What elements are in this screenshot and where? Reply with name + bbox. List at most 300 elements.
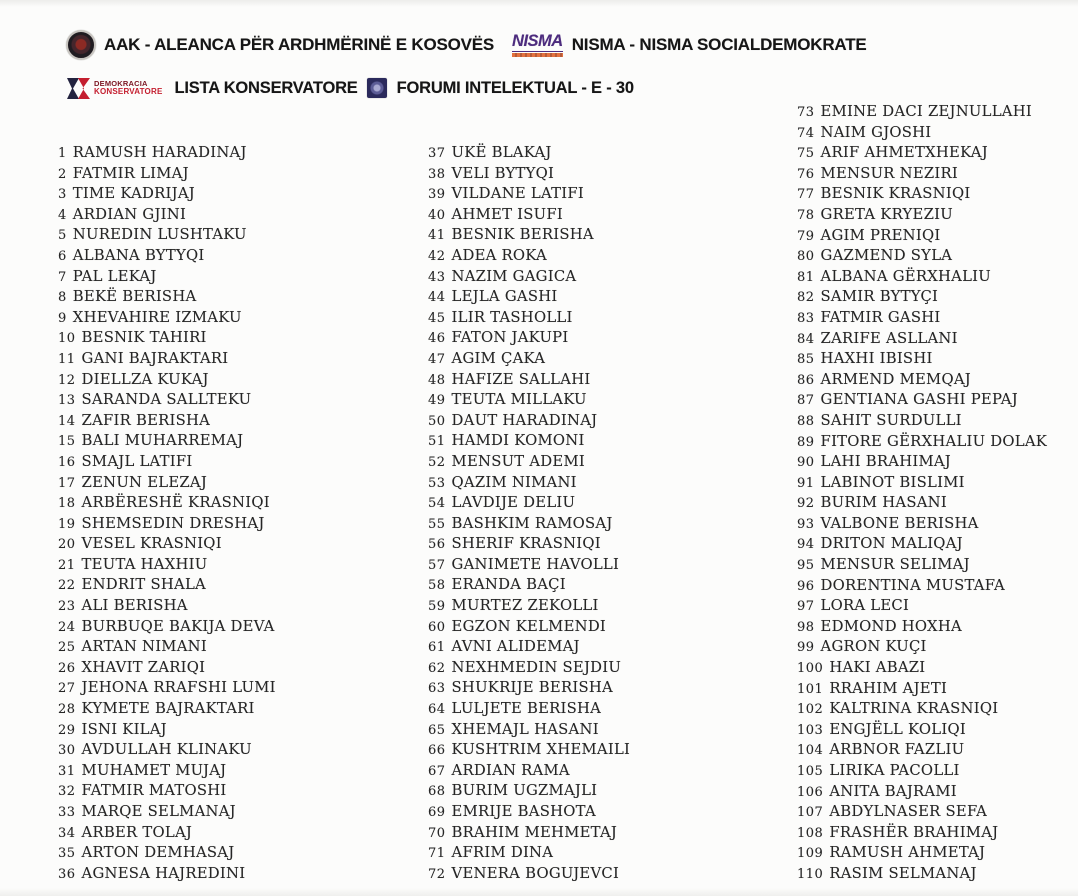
candidate-name: GENTIANA GASHI PEPAJ (820, 391, 1018, 409)
candidate-name: MUHAMET MUJAJ (81, 761, 227, 779)
candidate-number: 73 (797, 105, 815, 120)
candidate-number: 10 (58, 331, 76, 347)
candidate-name: XHAVIT ZARIQI (81, 658, 206, 676)
candidate-number: 87 (797, 393, 815, 409)
list-item (797, 576, 1047, 597)
candidate-number: 37 (428, 146, 446, 161)
list-item (797, 658, 1047, 679)
list-item (797, 452, 1047, 473)
candidate-number: 51 (428, 434, 446, 450)
candidate-number: 102 (797, 702, 824, 718)
candidate-name: ARMEND MEMQAJ (820, 370, 971, 388)
candidate-name: LIRIKA PACOLLI (829, 762, 960, 779)
candidate-number: 74 (797, 125, 815, 141)
candidate-number: 47 (428, 351, 446, 367)
candidate-number: 9 (58, 310, 67, 326)
candidate-number: 82 (797, 290, 815, 306)
header-line-2 (66, 74, 634, 102)
candidate-name: BALI MUHARREMAJ (81, 432, 244, 450)
candidate-name: FRASHËR BRAHIMAJ (829, 823, 999, 841)
candidate-name: XHEMAJL HASANI (451, 720, 599, 738)
list-item (428, 493, 630, 514)
list-item (797, 411, 1047, 432)
list-item (797, 493, 1047, 514)
candidate-number: 54 (428, 496, 446, 512)
list-item (58, 411, 276, 432)
candidate-number: 107 (797, 805, 824, 821)
list-item (58, 287, 276, 308)
candidate-number: 27 (58, 681, 76, 697)
candidate-number: 11 (58, 351, 76, 367)
candidate-number: 44 (428, 290, 446, 306)
candidate-name: MENSUR NEZIRI (820, 164, 959, 182)
candidate-name: DIELLZA KUKAJ (81, 370, 209, 388)
candidate-number: 101 (797, 681, 824, 697)
candidate-name: MURTEZ ZEKOLLI (451, 597, 599, 615)
candidate-name: SARANDA SALLTEKU (81, 391, 252, 409)
list-item (797, 555, 1047, 576)
candidate-number: 68 (428, 784, 446, 800)
list-item (58, 205, 276, 226)
list-item (797, 534, 1047, 555)
candidate-name: ARDIAN GJINI (72, 205, 187, 223)
list-item (797, 102, 1047, 123)
list-item (58, 246, 276, 267)
candidate-number: 60 (428, 619, 446, 635)
candidate-name: XHEVAHIRE IZMAKU (72, 308, 242, 326)
candidate-number: 105 (797, 764, 824, 779)
candidate-name: BESNIK BERISHA (451, 226, 594, 244)
list-item (428, 843, 630, 864)
list-item (428, 349, 630, 370)
list-item (797, 432, 1047, 453)
candidate-name: SAMIR BYTYÇI (820, 288, 939, 306)
list-item (797, 802, 1047, 823)
candidate-name: ZAFIR BERISHA (81, 411, 211, 429)
candidate-name: BESNIK TAHIRI (81, 329, 207, 347)
list-item (58, 452, 276, 473)
list-item (428, 514, 630, 535)
candidate-name: ILIR TASHOLLI (451, 308, 573, 326)
candidate-number: 7 (58, 269, 67, 285)
list-item (428, 390, 630, 411)
candidate-number: 8 (58, 290, 67, 306)
candidate-number: 23 (58, 599, 76, 615)
candidate-name: AHMET ISUFI (451, 205, 563, 223)
candidate-name: RAMUSH AHMETAJ (829, 844, 986, 862)
candidate-number: 28 (58, 702, 76, 718)
list-item (58, 473, 276, 494)
list-item (428, 596, 630, 617)
list-item (428, 617, 630, 638)
candidate-name: MENSUT ADEMI (451, 452, 585, 470)
candidate-number: 80 (797, 249, 815, 265)
candidate-number: 72 (428, 866, 446, 882)
candidate-name: VELI BYTYQI (451, 164, 555, 182)
list-item (428, 637, 630, 658)
candidate-name: AGNESA HAJREDINI (81, 864, 246, 882)
list-item (428, 678, 630, 699)
list-item (428, 328, 630, 349)
list-item (797, 679, 1047, 700)
list-item (428, 864, 630, 885)
list-item (797, 823, 1047, 844)
candidate-number: 39 (428, 187, 446, 203)
list-item (428, 658, 630, 679)
list-item (58, 823, 276, 844)
candidate-number: 77 (797, 187, 815, 203)
candidate-number: 29 (58, 722, 76, 738)
candidate-name: DRITON MALIQAJ (820, 535, 963, 553)
list-item (797, 761, 1047, 782)
candidate-name: TEUTA MILLAKU (451, 391, 587, 409)
list-item (428, 575, 630, 596)
candidate-name: VALBONE BERISHA (820, 514, 979, 532)
list-item (428, 534, 630, 555)
candidate-number: 89 (797, 434, 815, 450)
candidate-number: 55 (428, 516, 446, 532)
list-item (58, 143, 276, 164)
list-item (797, 287, 1047, 308)
candidate-number: 21 (58, 557, 76, 573)
candidate-name: JEHONA RRAFSHI LUMI (81, 679, 276, 697)
candidate-name: BRAHIM MEHMETAJ (451, 823, 618, 841)
candidate-name: MENSUR SELIMAJ (820, 556, 970, 574)
list-item (797, 143, 1047, 164)
candidate-number: 24 (58, 619, 76, 635)
candidate-number: 15 (58, 434, 76, 450)
list-item (797, 637, 1047, 658)
list-item (428, 761, 630, 782)
candidate-name: LEJLA GASHI (451, 288, 558, 306)
candidate-number: 69 (428, 805, 446, 820)
list-item (797, 720, 1047, 741)
candidate-number: 103 (797, 722, 824, 738)
list-item (797, 246, 1047, 267)
list-item (797, 617, 1047, 638)
list-item (428, 740, 630, 761)
candidate-number: 93 (797, 516, 815, 532)
candidate-number: 83 (797, 310, 815, 326)
nisma-logo-wordmark: NISMA (512, 32, 563, 51)
candidate-name: RASIM SELMANAJ (829, 864, 977, 882)
candidate-name: EDMOND HOXHA (820, 617, 962, 635)
candidate-number: 22 (58, 578, 76, 594)
nisma-logo-icon (512, 33, 563, 57)
candidate-number: 42 (428, 248, 446, 264)
candidate-name: NUREDIN LUSHTAKU (72, 226, 247, 244)
aak-coalition-title: AAK - ALEANCA PËR ARDHMËRINË E KOSOVËS (104, 35, 495, 54)
list-item (428, 699, 630, 720)
candidate-number: 85 (797, 352, 815, 368)
list-item (797, 514, 1047, 535)
list-item (58, 534, 276, 555)
candidate-number: 104 (797, 743, 824, 759)
candidate-number: 70 (428, 825, 446, 841)
list-item (58, 308, 276, 329)
header-line-1 (66, 30, 867, 60)
candidate-name: BASHKIM RAMOSAJ (451, 514, 613, 532)
candidate-name: ALBANA GËRXHALIU (820, 267, 991, 285)
candidate-number: 30 (58, 743, 76, 759)
candidate-number: 49 (428, 393, 446, 409)
candidate-column-2 (428, 143, 630, 884)
candidate-name: FATMIR MATOSHI (81, 782, 227, 800)
candidate-number: 25 (58, 640, 76, 656)
candidate-number: 92 (797, 496, 815, 512)
candidate-name: AGRON KUÇI (820, 638, 927, 656)
candidate-name: KYMETE BAJRAKTARI (81, 700, 255, 718)
candidate-number: 34 (58, 825, 76, 841)
candidate-number: 46 (428, 331, 446, 347)
candidate-number: 98 (797, 619, 815, 635)
candidate-number: 78 (797, 207, 815, 223)
list-item (797, 226, 1047, 247)
candidate-name: BESNIK KRASNIQI (820, 185, 971, 203)
list-item (428, 287, 630, 308)
list-item (428, 823, 630, 844)
candidate-number: 90 (797, 455, 815, 471)
list-item (797, 699, 1047, 720)
list-item (797, 864, 1047, 885)
candidate-name: AVDULLAH KLINAKU (81, 741, 252, 759)
candidate-number: 96 (797, 578, 815, 594)
list-item (797, 782, 1047, 803)
candidate-name: ARTON DEMHASAJ (81, 844, 235, 862)
candidate-number: 59 (428, 599, 446, 615)
candidate-number: 43 (428, 269, 446, 285)
list-item (797, 184, 1047, 205)
candidate-number: 81 (797, 269, 815, 285)
candidate-name: MARQE SELMANAJ (81, 803, 236, 820)
candidate-number: 63 (428, 681, 446, 697)
list-item (797, 390, 1047, 411)
list-item (58, 431, 276, 452)
list-item (428, 781, 630, 802)
candidate-column-1 (58, 143, 276, 884)
candidate-name: ABDYLNASER SEFA (829, 803, 988, 821)
candidate-name: TIME KADRIJAJ (72, 185, 195, 203)
list-item (797, 205, 1047, 226)
list-item (58, 390, 276, 411)
list-item (58, 575, 276, 596)
forumi-intelektual-title: FORUMI INTELEKTUAL - E - 30 (396, 78, 634, 97)
candidate-number: 4 (58, 207, 67, 223)
list-item (428, 164, 630, 185)
list-item (797, 349, 1047, 370)
demokracia-konservatore-logo-icon (66, 76, 91, 101)
list-item (428, 555, 630, 576)
candidate-number: 33 (58, 805, 76, 820)
candidate-name: VILDANE LATIFI (451, 185, 584, 203)
forumi-intelektual-logo-icon (367, 78, 387, 98)
candidate-name: HAKI ABAZI (829, 659, 926, 677)
candidate-name: ZARIFE ASLLANI (820, 329, 958, 347)
candidate-number: 53 (428, 475, 446, 491)
candidate-number: 19 (58, 516, 76, 532)
candidate-number: 86 (797, 372, 815, 388)
candidate-name: LAVDIJE DELIU (451, 494, 576, 512)
candidate-number: 50 (428, 413, 446, 429)
list-item (428, 205, 630, 226)
candidate-name: EGZON KELMENDI (451, 617, 607, 635)
candidate-number: 71 (428, 846, 446, 862)
candidate-number: 100 (797, 661, 824, 677)
list-item (428, 267, 630, 288)
candidate-name: ANITA BAJRAMI (829, 782, 957, 800)
candidate-number: 67 (428, 763, 446, 779)
list-item (58, 761, 276, 782)
list-item (58, 802, 276, 823)
candidate-name: FATMIR LIMAJ (72, 164, 189, 182)
list-item (58, 720, 276, 741)
candidate-number: 35 (58, 846, 76, 862)
candidate-number: 13 (58, 393, 76, 409)
candidate-number: 16 (58, 454, 76, 470)
candidate-number: 2 (58, 166, 67, 182)
list-item (58, 864, 276, 885)
candidate-number: 3 (58, 187, 67, 203)
lista-konservatore-title: LISTA KONSERVATORE (174, 78, 358, 97)
candidate-number: 14 (58, 413, 76, 429)
candidate-name: AFRIM DINA (451, 844, 554, 862)
candidate-name: ARBER TOLAJ (81, 823, 193, 841)
nisma-logo-underline (512, 53, 563, 57)
list-item (58, 225, 276, 246)
candidate-name: TEUTA HAXHIU (81, 555, 208, 573)
candidate-number: 40 (428, 207, 446, 223)
candidate-name: BURIM HASANI (820, 494, 947, 512)
candidate-number: 66 (428, 743, 446, 759)
list-item (58, 843, 276, 864)
candidate-number: 36 (58, 866, 76, 882)
list-item (428, 246, 630, 267)
candidate-name: UKË BLAKAJ (451, 144, 552, 161)
candidate-name: EMINE DACI ZEJNULLAHI (820, 103, 1032, 120)
candidate-number: 95 (797, 558, 815, 574)
candidate-number: 12 (58, 372, 76, 388)
candidate-number: 99 (797, 640, 815, 656)
candidate-name: AGIM ÇAKA (451, 349, 546, 367)
list-item (428, 308, 630, 329)
list-item (58, 617, 276, 638)
candidate-name: QAZIM NIMANI (451, 473, 577, 491)
candidate-name: SAHIT SURDULLI (820, 411, 962, 429)
candidate-name: NEXHMEDIN SEJDIU (451, 658, 622, 676)
list-item (58, 184, 276, 205)
candidate-number: 88 (797, 413, 815, 429)
candidate-name: SHUKRIJE BERISHA (451, 679, 613, 697)
candidate-name: EMRIJE BASHOTA (451, 803, 596, 820)
list-item (58, 555, 276, 576)
candidate-name: KUSHTRIM XHEMAILI (451, 741, 631, 759)
list-item (58, 658, 276, 679)
list-item (428, 720, 630, 741)
list-item (797, 308, 1047, 329)
candidate-number: 97 (797, 599, 815, 615)
candidate-number: 38 (428, 166, 446, 182)
list-item (797, 123, 1047, 144)
list-item (58, 678, 276, 699)
candidate-number: 17 (58, 475, 76, 491)
candidate-name: ADEA ROKA (451, 246, 547, 264)
candidate-number: 94 (797, 537, 815, 553)
nisma-coalition-title: NISMA - NISMA SOCIALDEMOKRATE (571, 35, 867, 54)
candidate-name: LULJETE BERISHA (451, 700, 602, 718)
candidate-name: GANI BAJRAKTARI (81, 349, 229, 367)
candidate-number: 20 (58, 537, 76, 553)
list-item (58, 267, 276, 288)
candidate-number: 1 (58, 146, 67, 161)
candidate-number: 58 (428, 578, 446, 594)
candidate-name: BURIM UGZMAJLI (451, 782, 598, 800)
candidate-name: NAIM GJOSHI (820, 123, 932, 141)
candidate-name: LORA LECI (820, 597, 910, 615)
list-item (797, 329, 1047, 350)
candidate-number: 31 (58, 763, 76, 779)
list-item (58, 699, 276, 720)
dk-logo-text-line2: KONSERVATORE (94, 86, 163, 96)
candidate-number: 18 (58, 496, 76, 512)
list-item (58, 740, 276, 761)
candidate-number: 75 (797, 146, 815, 162)
candidate-number: 56 (428, 537, 446, 553)
candidate-number: 76 (797, 166, 815, 182)
candidate-number: 110 (797, 866, 824, 882)
list-item (58, 493, 276, 514)
list-item (58, 164, 276, 185)
list-item (58, 781, 276, 802)
candidate-name: ARBNOR FAZLIU (829, 741, 965, 759)
list-item (58, 349, 276, 370)
candidate-name: RAMUSH HARADINAJ (72, 144, 247, 161)
list-item (797, 596, 1047, 617)
candidate-number: 108 (797, 825, 824, 841)
list-item (428, 802, 630, 823)
list-item (58, 514, 276, 535)
candidate-number: 26 (58, 660, 76, 676)
list-item (797, 843, 1047, 864)
candidate-name: GAZMEND SYLA (820, 247, 953, 265)
candidate-name: LABINOT BISLIMI (820, 473, 965, 491)
list-item (428, 473, 630, 494)
candidate-name: RRAHIM AJETI (829, 679, 948, 697)
candidate-name: ENDRIT SHALA (81, 576, 206, 594)
candidate-name: HAFIZE SALLAHI (451, 370, 591, 388)
candidate-number: 64 (428, 702, 446, 718)
candidate-name: HAXHI IBISHI (820, 350, 933, 368)
candidate-name: ERANDA BAÇI (451, 576, 566, 594)
candidate-number: 91 (797, 475, 815, 491)
aak-party-logo-icon (66, 30, 96, 60)
candidate-number: 6 (58, 248, 67, 264)
candidate-name: VENERA BOGUJEVCI (451, 864, 620, 882)
candidate-name: ARBËRESHË KRASNIQI (81, 494, 270, 512)
candidate-name: ENGJËLL KOLIQI (829, 720, 966, 738)
candidate-name: ARDIAN RAMA (451, 761, 570, 779)
list-item (428, 225, 630, 246)
candidate-name: SMAJL LATIFI (81, 452, 193, 470)
candidate-number: 41 (428, 228, 446, 244)
candidate-name: ALBANA BYTYQI (72, 246, 205, 264)
list-item (58, 328, 276, 349)
candidate-number: 62 (428, 660, 446, 676)
candidate-name: KALTRINA KRASNIQI (829, 700, 999, 718)
list-item (428, 370, 630, 391)
candidate-column-3 (797, 102, 1047, 885)
candidate-number: 65 (428, 722, 446, 738)
candidate-number: 57 (428, 557, 446, 573)
